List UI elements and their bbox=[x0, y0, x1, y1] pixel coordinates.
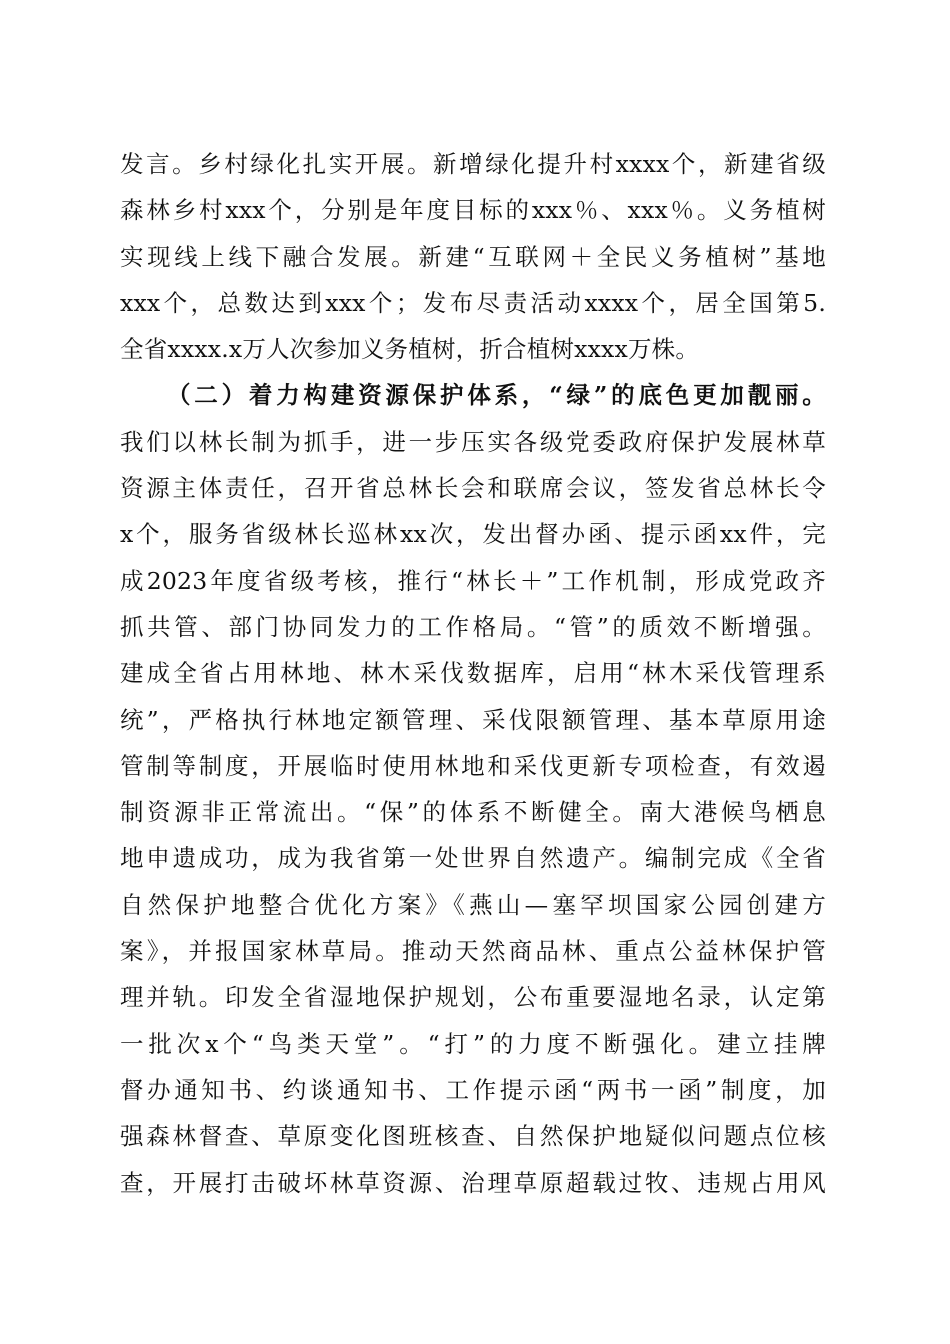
text-line: 我们以林长制为抓手，进一步压实各级党委政府保护发展林草 bbox=[120, 427, 826, 456]
text-line: 督办通知书、约谈通知书、工作提示函“两书一函”制度，加 bbox=[120, 1075, 826, 1104]
text-line: 发言。乡村绿化扎实开展。新增绿化提升村xxxx个，新建省级 bbox=[120, 150, 826, 178]
text-line: x个，服务省级林长巡林xx次，发出督办函、提示函xx件，完 bbox=[120, 520, 826, 549]
body-text bbox=[120, 141, 826, 1206]
text-line: 统”，严格执行林地定额管理、采伐限额管理、基本草原用途 bbox=[120, 705, 826, 734]
section-heading: （二）着力构建资源保护体系，“绿”的底色更加靓丽。 bbox=[167, 381, 826, 410]
text-line: 强森林督查、草原变化图班核查、自然保护地疑似问题点位核 bbox=[120, 1122, 826, 1151]
text-line: 理并轨。印发全省湿地保护规划，公布重要湿地名录，认定第 bbox=[120, 983, 826, 1012]
text-line: 一批次x个“鸟类天堂”。“打”的力度不断强化。建立挂牌 bbox=[120, 1029, 826, 1058]
text-line: 自然保护地整合优化方案》《燕山—塞罕坝国家公园创建方 bbox=[120, 890, 826, 919]
text-line: 地申遗成功，成为我省第一处世界自然遗产。编制完成《全省 bbox=[120, 844, 826, 873]
text-line: 案》，并报国家林草局。推动天然商品林、重点公益林保护管 bbox=[120, 937, 826, 966]
text-line: 建成全省占用林地、林木采伐数据库，启用“林木采伐管理系 bbox=[120, 659, 826, 688]
text-line: xxx个，总数达到xxx个；发布尽责活动xxxx个，居全国第5. bbox=[120, 288, 826, 317]
text-line: 管制等制度，开展临时使用林地和采伐更新专项检查，有效遏 bbox=[120, 751, 826, 780]
text-line: 成2023年度省级考核，推行“林长＋”工作机制，形成党政齐 bbox=[120, 566, 826, 595]
text-line: 实现线上线下融合发展。新建“互联网＋全民义务植树”基地 bbox=[120, 242, 826, 271]
text-line: 查，开展打击破坏林草资源、治理草原超载过牧、违规占用风 bbox=[120, 1168, 826, 1197]
text-line: 抓共管、部门协同发力的工作格局。“管”的质效不断增强。 bbox=[120, 612, 826, 641]
text-line: 森林乡村xxx个，分别是年度目标的xxx％、xxx％。义务植树 bbox=[120, 196, 826, 225]
text-line: 全省xxxx.x万人次参加义务植树，折合植树xxxx万株。 bbox=[120, 335, 700, 364]
text-line: 资源主体责任，召开省总林长会和联席会议，签发省总林长令 bbox=[120, 474, 826, 503]
text-line: 制资源非正常流出。“保”的体系不断健全。南大港候鸟栖息 bbox=[120, 798, 826, 827]
